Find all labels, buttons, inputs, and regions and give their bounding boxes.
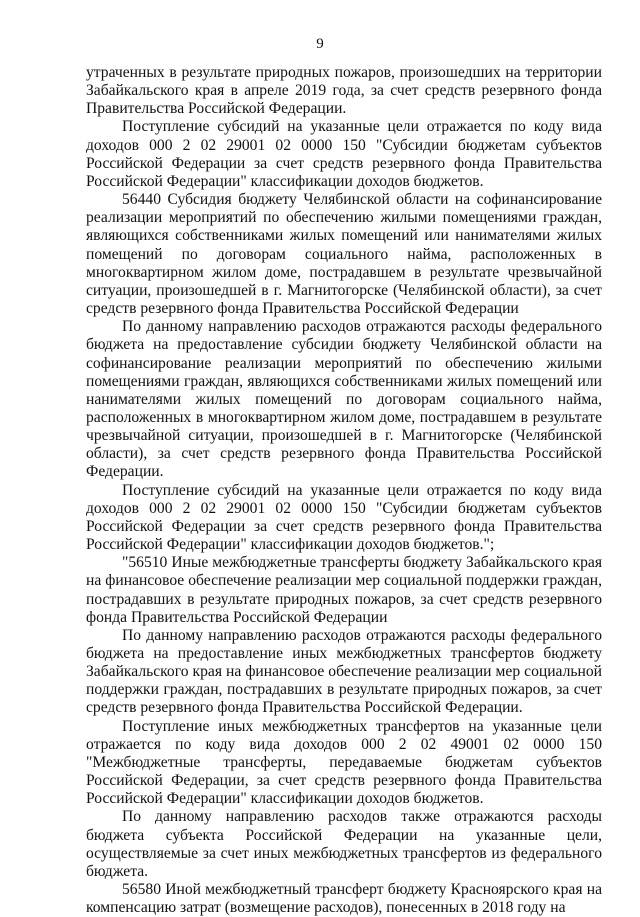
paragraph: Поступление иных межбюджетных трансфертов на указанные цели отражается по коду вида доходов 000 2 02 49001 02 0000 150 "Межбюджетные трансферты, передаваемые бюджетам субъектов Российской Федерации, за счет средств резервного фонда Правительства Российской Федерации" классификации доходов бюджетов. — [86, 717, 602, 808]
page-number: 9 — [316, 36, 324, 52]
paragraph-heading-56580: 56580 Иной межбюджетный трансферт бюджету Красноярского края на компенсацию затрат (возмещение расходов), понесенных в 2018 году на — [86, 881, 602, 917]
paragraph: Поступление субсидий на указанные цели отражается по коду вида доходов 000 2 02 29001 02 0000 150 "Субсидии бюджетам субъектов Российской Федерации за счет средств резервного фонда Правительства Российской Федерации" классификации доходов бюджетов."; — [86, 481, 602, 554]
paragraph-heading-56510: "56510 Иные межбюджетные трансферты бюджету Забайкальского края на финансовое обеспечение реализации мер социальной поддержки граждан, пострадавших в результате природных пожаров, за счет средств резервного фонда Правительства Российской Федерации — [86, 554, 602, 626]
paragraph-heading-56440: 56440 Субсидия бюджету Челябинской области на софинансирование реализации мероприятий по обеспечению жилыми помещениями граждан, являющихся собственниками жилых помещений или нанимателями жилых помещений по договорам социального найма, расположенных в многоквартирном жилом доме, пострадавшем в результате чрезвычайной ситуации, произошедшей в г. Магнитогорске (Челябинской области), за счет средств резервного фонда Правительства Российской Федерации — [86, 191, 602, 318]
paragraph: По данному направлению расходов отражаются расходы федерального бюджета на предоставление иных межбюджетных трансфертов бюджету Забайкальского края на финансовое обеспечение реализации мер социальной поддержки граждан, пострадавших в результате природных пожаров, за счет средств резервного фонда Правительства Российской Федерации. — [86, 626, 602, 717]
paragraph: Поступление субсидий на указанные цели отражается по коду вида доходов 000 2 02 29001 02 0000 150 "Субсидии бюджетам субъектов Российской Федерации за счет средств резервного фонда Правительства Российской Федерации" классификации доходов бюджетов. — [86, 118, 602, 190]
paragraph: По данному направлению расходов также отражаются расходы бюджета субъекта Российской Федерации на указанные цели, осуществляемые за счет иных межбюджетных трансфертов из федерального бюджета. — [86, 808, 602, 880]
paragraph-continuation: утраченных в результате природных пожаров, произошедших на территории Забайкальского края в апреле 2019 года, за счет средств резервного фонда Правительства Российской Федерации. — [86, 64, 602, 118]
page-body — [86, 64, 602, 917]
paragraph: По данному направлению расходов отражаются расходы федерального бюджета на предоставление субсидии бюджету Челябинской области на софинансирование реализации мероприятий по обеспечению жилыми помещениями граждан, являющихся собственниками жилых помещений или нанимателями жилых помещений по договорам социального найма, расположенных в многоквартирном жилом доме, пострадавшем в результате чрезвычайной ситуации, произошедшей в г. Магнитогорске (Челябинской области), за счет средств резервного фонда Правительства Российской Федерации. — [86, 318, 602, 481]
